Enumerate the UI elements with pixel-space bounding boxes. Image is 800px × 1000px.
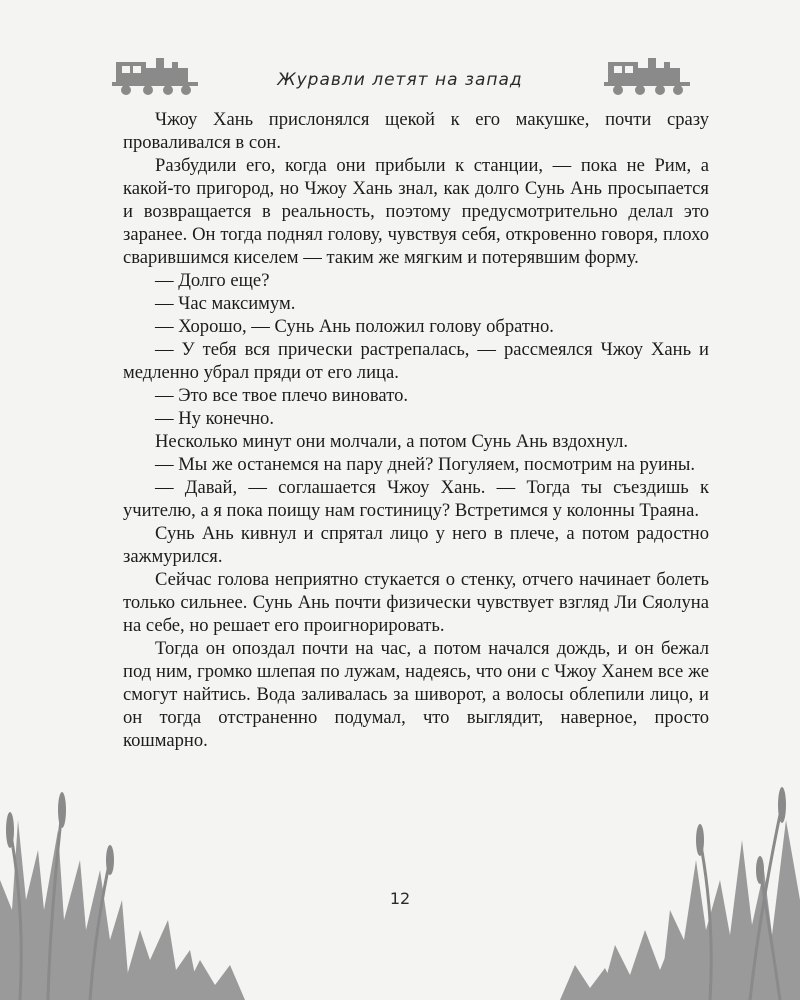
dialogue-line: — Хорошо, — Сунь Ань положил голову обратно. [155, 316, 554, 337]
dialogue-line: — Час максимум. [155, 293, 296, 314]
page-header [0, 0, 800, 110]
dialogue-line: — Давай, — соглашается Чжоу Хань. — Тогда ты съездишь к учителю, а я пока поищу нам гостиницу? Встретимся у колонны Траяна. [123, 477, 709, 521]
running-title: Журавли летят на запад [277, 70, 523, 90]
paragraph: Чжоу Хань прислонялся щекой к его макушке, почти сразу проваливался в сон. [123, 109, 709, 153]
paragraph: Тогда он опоздал почти на час, а потом начался дождь, и он бежал под ним, громко шлепая по лужам, надеясь, что они с Чжоу Ханем все же смогут найтись. Вода заливалась за шиворот, а волосы облепили лицо, и он тогда отстраненно подумал, что выглядит, наверное, просто кошмарно. [123, 638, 709, 751]
dialogue-line: — Ну конечно. [155, 408, 274, 429]
page-number: 12 [389, 889, 411, 908]
train-icon [604, 52, 690, 96]
main-text [123, 108, 709, 752]
dialogue-line: — У тебя вся прически растрепалась, — рассмеялся Чжоу Хань и медленно убрал пряди от его лица. [123, 339, 709, 383]
grass-silhouette-icon [0, 760, 800, 1000]
paragraph: Сунь Ань кивнул и спрятал лицо у него в плече, а потом радостно зажмурился. [123, 523, 709, 567]
dialogue-line: — Мы же останемся на пару дней? Погуляем, посмотрим на руины. [155, 454, 696, 475]
paragraph: Несколько минут они молчали, а потом Сунь Ань вздохнул. [155, 431, 629, 452]
paragraph: Сейчас голова неприятно стукается о стенку, отчего начинает болеть только сильнее. Сунь Ань почти физически чувствует взгляд Ли Сяолуна на себе, но решает его проигнорировать. [123, 569, 709, 636]
paragraph: Разбудили его, когда они прибыли к станции, — пока не Рим, а какой-то пригород, но Чжоу Хань знал, как долго Сунь Ань просыпается и возвращается в реальность, поэтому предусмотрительно делал это заранее. Он тогда поднял голову, чувствуя себя, откровенно говоря, плохо сварившимся киселем — таким же мягким и потерявшим форму. [123, 155, 709, 268]
dialogue-line: — Долго еще? [155, 270, 270, 291]
dialogue-line: — Это все твое плечо виновато. [155, 385, 409, 406]
